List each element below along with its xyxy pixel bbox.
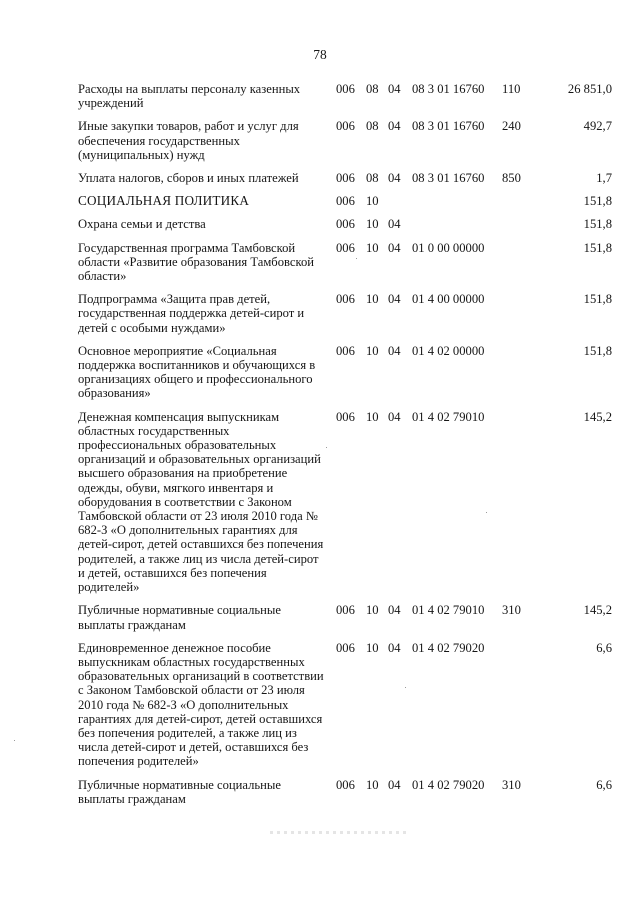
row-vr-code: 110	[502, 82, 521, 96]
row-sum: 151,8	[583, 217, 612, 232]
row-rz-code: 10	[366, 217, 379, 232]
scan-speck	[326, 447, 327, 448]
table-row	[78, 603, 612, 640]
row-rz-code: 08	[366, 171, 379, 186]
row-sum: 6,6	[596, 777, 612, 792]
page-number: 78	[313, 47, 327, 62]
row-csr-code: 08 3 01 16760	[412, 171, 485, 186]
table-row	[78, 194, 612, 217]
row-gr-code: 006	[336, 171, 355, 186]
table-row	[78, 292, 612, 344]
row-pr-code: 04	[388, 409, 401, 424]
row-gr-code: 006	[336, 194, 355, 209]
row-gr-code: 006	[336, 82, 355, 96]
row-sum: 145,2	[583, 409, 612, 424]
table-row	[78, 410, 612, 604]
row-rz-code: 10	[366, 603, 379, 618]
budget-table	[78, 82, 612, 815]
row-pr-code: 04	[388, 292, 401, 307]
table-row	[78, 778, 612, 815]
table-row	[78, 344, 612, 410]
row-vr-code	[502, 641, 540, 778]
row-csr-code: 01 4 02 79010	[412, 409, 485, 424]
row-gr-code: 006	[336, 409, 355, 424]
row-csr-code	[412, 194, 502, 217]
row-csr-code: 01 4 02 00000	[412, 343, 485, 358]
row-pr-code: 04	[388, 777, 401, 792]
row-name: Охрана семьи и детства	[78, 217, 206, 232]
row-name: Денежная компенсация выпускникам областных государственных профессиональных образовательных организаций и образовательных организаций высшего образования на приобретение одежды, обуви, мягкого инвентаря и оборудования в соответствии с Законом Тамбовской области от 23 июля 2010 года № 682-З «О дополнительных гарантиях для детей-сирот, детей оставшихся без попечения родителей, а также лиц из числа детей-сирот и детей, оставшихся без попечения родителей»	[78, 409, 324, 595]
row-pr-code: 04	[388, 343, 401, 358]
scan-speck	[486, 512, 487, 513]
row-vr-code	[502, 292, 540, 344]
row-sum: 151,8	[583, 292, 612, 307]
scan-speck	[356, 258, 357, 259]
row-csr-code: 01 0 00 00000	[412, 240, 485, 255]
scan-speck	[14, 740, 15, 741]
table-row	[78, 217, 612, 240]
row-csr-code: 01 4 02 79010	[412, 603, 485, 618]
row-pr-code: 04	[388, 217, 401, 232]
row-sum: 492,7	[583, 119, 612, 134]
row-vr-code: 240	[502, 119, 521, 134]
row-name: Единовременное денежное пособие выпускникам областных государственных образовательных организаций в соответствии с Законом Тамбовской области от 23 июля 2010 года № 682-З «О дополнительных гарантиях для детей-сирот, детей оставшихся без попечения родителей, а также лиц из числа детей-сирот и детей, оставшихся без попечения родителей»	[78, 640, 324, 769]
row-rz-code: 10	[366, 240, 379, 255]
row-csr-code: 08 3 01 16760	[412, 82, 485, 96]
row-vr-code: 310	[502, 603, 521, 618]
row-name: Расходы на выплаты персоналу казенных учреждений	[78, 82, 301, 111]
row-sum: 26 851,0	[567, 82, 612, 96]
row-pr-code: 04	[388, 119, 401, 134]
row-vr-code	[502, 241, 540, 293]
row-gr-code: 006	[336, 603, 355, 618]
row-rz-code: 08	[366, 82, 379, 96]
row-rz-code: 10	[366, 292, 379, 307]
table-row	[78, 82, 612, 119]
row-csr-code: 01 4 00 00000	[412, 292, 485, 307]
row-gr-code: 006	[336, 777, 355, 792]
row-vr-code: 850	[502, 171, 521, 186]
scan-speck	[405, 687, 406, 688]
row-vr-code: 310	[502, 777, 521, 792]
row-name: СОЦИАЛЬНАЯ ПОЛИТИКА	[78, 193, 250, 209]
row-vr-code	[502, 194, 540, 217]
row-name: Уплата налогов, сборов и иных платежей	[78, 171, 299, 186]
row-gr-code: 006	[336, 217, 355, 232]
row-gr-code: 006	[336, 343, 355, 358]
row-pr-code: 04	[388, 640, 401, 655]
row-sum: 151,8	[583, 194, 612, 209]
scan-smudge	[270, 831, 410, 834]
table-row	[78, 119, 612, 171]
row-name: Основное мероприятие «Социальная поддержка воспитанников и обучающихся в организациях общего и профессионального образования»	[78, 343, 316, 401]
row-sum: 145,2	[583, 603, 612, 618]
row-csr-code: 01 4 02 79020	[412, 777, 485, 792]
row-name: Публичные нормативные социальные выплаты гражданам	[78, 603, 281, 632]
row-pr-code	[388, 194, 412, 217]
row-vr-code	[502, 217, 540, 240]
table-row	[78, 171, 612, 194]
row-gr-code: 006	[336, 292, 355, 307]
row-name: Подпрограмма «Защита прав детей, государственная поддержка детей-сирот и детей с особыми нуждами»	[78, 292, 305, 335]
row-rz-code: 10	[366, 409, 379, 424]
row-vr-code	[502, 344, 540, 410]
row-name: Государственная программа Тамбовской области «Развитие образования Тамбовской области»	[78, 240, 314, 284]
row-sum: 151,8	[583, 240, 612, 255]
row-sum: 151,8	[583, 343, 612, 358]
row-rz-code: 10	[366, 777, 379, 792]
row-pr-code: 04	[388, 171, 401, 186]
row-sum: 1,7	[596, 171, 612, 186]
row-sum: 6,6	[596, 640, 612, 655]
row-gr-code: 006	[336, 240, 355, 255]
row-rz-code: 10	[366, 194, 379, 209]
table-row	[78, 241, 612, 293]
row-pr-code: 04	[388, 82, 401, 96]
row-csr-code: 01 4 02 79020	[412, 640, 485, 655]
row-name: Публичные нормативные социальные выплаты гражданам	[78, 777, 281, 806]
row-gr-code: 006	[336, 119, 355, 134]
row-rz-code: 10	[366, 343, 379, 358]
row-gr-code: 006	[336, 640, 355, 655]
row-vr-code	[502, 410, 540, 604]
row-rz-code: 10	[366, 640, 379, 655]
row-pr-code: 04	[388, 240, 401, 255]
row-rz-code: 08	[366, 119, 379, 134]
row-csr-code	[412, 217, 502, 240]
row-name: Иные закупки товаров, работ и услуг для обеспечения государственных (муниципальных) нужд	[78, 119, 299, 162]
row-pr-code: 04	[388, 603, 401, 618]
table-row	[78, 641, 612, 778]
row-csr-code: 08 3 01 16760	[412, 119, 485, 134]
